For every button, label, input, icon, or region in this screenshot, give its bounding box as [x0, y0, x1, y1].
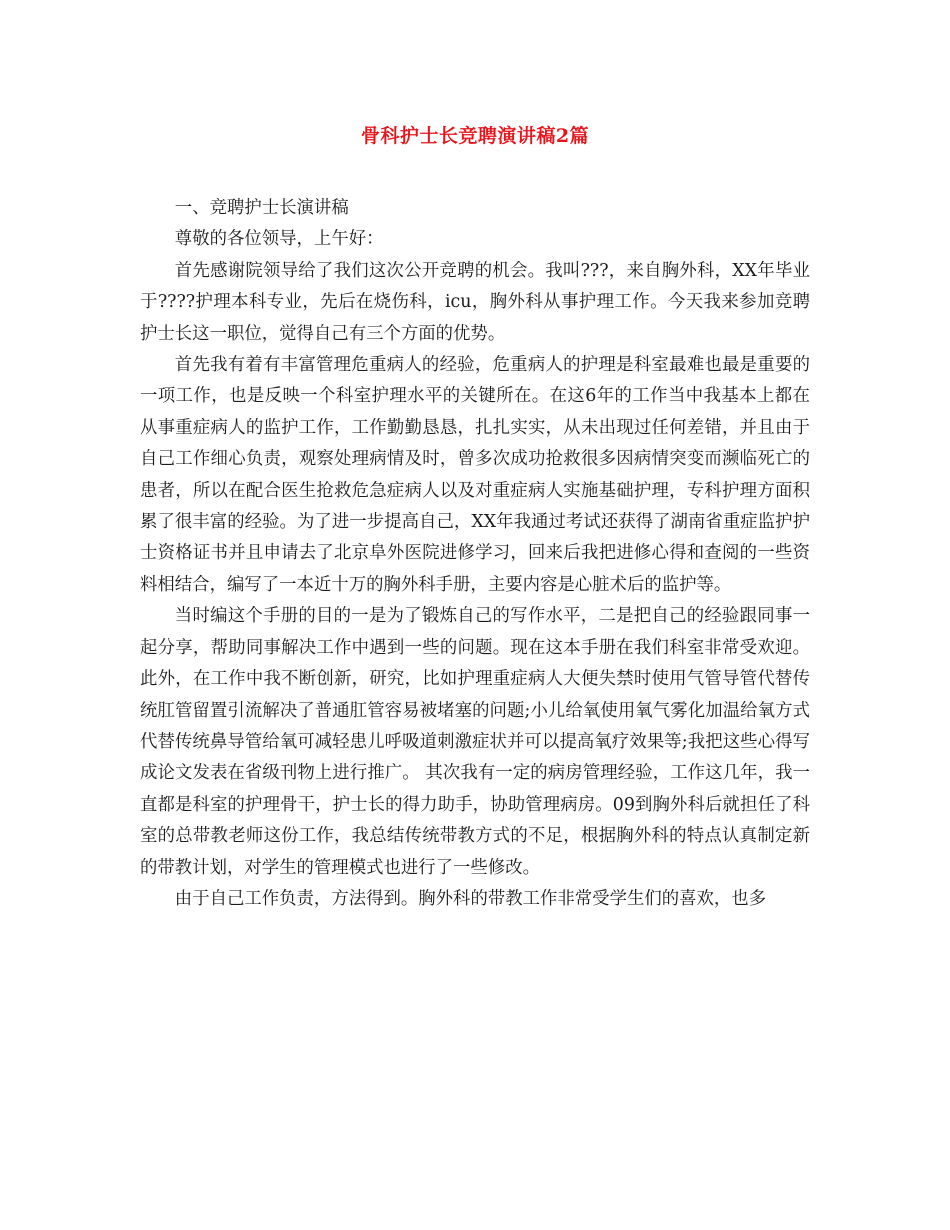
salutation: 尊敬的各位领导，上午好：: [174, 229, 384, 250]
paragraph: 首先我有着有丰富管理危重病人的经验，危重病人的护理是科室最难也最是重要的一项工作，也是反映一个科室护理水平的关键所在。在这6年的工作当中我基本上都在从事重症病人的监护工作，工作勤勤恳恳，扎扎实实，从未出现过任何差错，并且由于自己工作细心负责，观察处理病情及时，曾多次成功抢救很多因病情突变而濒临死亡的患者，所以在配合医生抢救危急症病人以及对重症病人实施基础护理，专科护理方面积累了很丰富的经验。为了进一步提高自己，XX年我通过考试还获得了湖南省重症监护护士资格证书并且申请去了北京阜外医院进修学习，回来后我把进修心得和查阅的一些资料相结合，编写了一本近十万的胸外科手册，主要内容是心脏术后的监护等。: [140, 355, 810, 595]
paragraph: 首先感谢院领导给了我们这次公开竞聘的机会。我叫???，来自胸外科，XX年毕业于????护理本科专业，先后在烧伤科，icu，胸外科从事护理工作。今天我来参加竞聘护士长这一职位，觉得自己有三个方面的优势。: [140, 260, 810, 344]
document-body: [140, 193, 810, 915]
document-title: 骨科护士长竞聘演讲稿2篇: [360, 125, 590, 147]
paragraph: 由于自己工作负责，方法得到。胸外科的带教工作非常受学生们的喜欢，也多: [174, 888, 767, 909]
paragraph: 当时编这个手册的目的一是为了锻炼自己的写作水平，二是把自己的经验跟同事一起分享，帮助同事解决工作中遇到一些的问题。现在这本手册在我们科室非常受欢迎。此外，在工作中我不断创新，研究，比如护理重症病人大便失禁时使用气管导管代替传统肛管留置引流解决了普通肛管容易被堵塞的问题;小儿给氧使用氧气雾化加温给氧方式代替传统鼻导管给氧可减轻患儿呼吸道刺激症状并可以提高氧疗效果等;我把这些心得写成论文发表在省级刊物上进行推广。 其次我有一定的病房管理经验，工作这几年，我一直都是科室的护理骨干，护士长的得力助手，协助管理病房。09到胸外科后就担任了科室的总带教老师这份工作，我总结传统带教方式的不足，根据胸外科的特点认真制定新的带教计划，对学生的管理模式也进行了一些修改。: [140, 606, 810, 878]
section-heading: 一、竞聘护士长演讲稿: [174, 198, 349, 218]
